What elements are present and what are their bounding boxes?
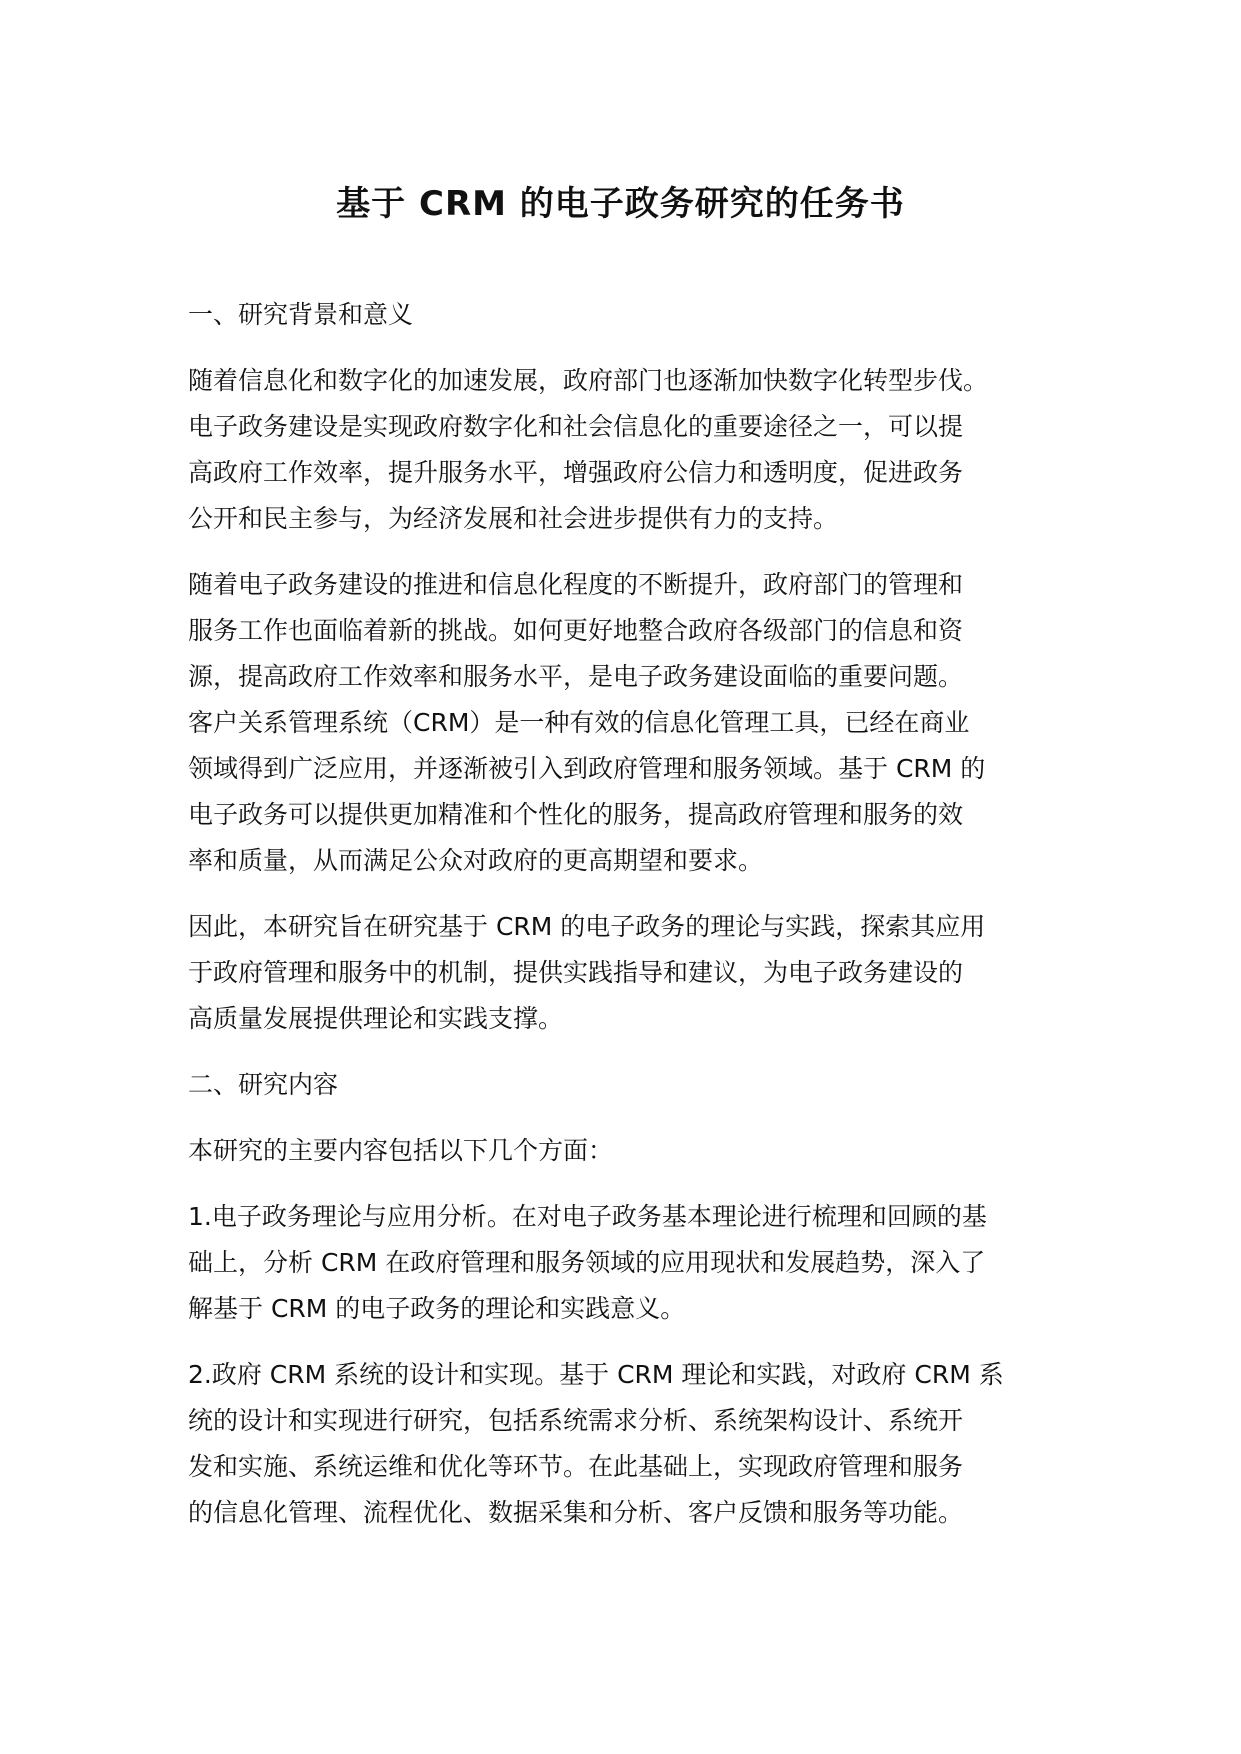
text-line: 随着信息化和数字化的加速发展，政府部门也逐渐加快数字化转型步伐。 <box>188 366 989 395</box>
list-item-paragraph <box>188 1352 1068 1536</box>
text-line: 高政府工作效率，提升服务水平，增强政府公信力和透明度，促进政务 <box>188 458 964 487</box>
text-line: 统的设计和实现进行研究，包括系统需求分析、系统架构设计、系统开 <box>188 1406 964 1435</box>
list-item-paragraph <box>188 1194 1068 1332</box>
document-title: 基于 CRM 的电子政务研究的任务书 <box>336 184 905 224</box>
document-body <box>188 292 1068 1556</box>
text-line: 随着电子政务建设的推进和信息化程度的不断提升，政府部门的管理和 <box>188 570 964 599</box>
paragraph <box>188 358 1068 542</box>
section-heading: 二、研究内容 <box>188 1070 339 1099</box>
text-line: 发和实施、系统运维和优化等环节。在此基础上，实现政府管理和服务 <box>188 1452 964 1481</box>
text-line: 率和质量，从而满足公众对政府的更高期望和要求。 <box>188 846 764 875</box>
text-line: 服务工作也面临着新的挑战。如何更好地整合政府各级部门的信息和资 <box>188 616 964 645</box>
section-content <box>188 1062 1068 1536</box>
text-line: 2.政府 CRM 系统的设计和实现。基于 CRM 理论和实践，对政府 CRM 系 <box>188 1360 1004 1389</box>
text-line: 1.电子政务理论与应用分析。在对电子政务基本理论进行梳理和回顾的基 <box>188 1202 987 1231</box>
section-background <box>188 292 1068 1042</box>
text-line: 公开和民主参与，为经济发展和社会进步提供有力的支持。 <box>188 504 839 533</box>
text-line: 源，提高政府工作效率和服务水平，是电子政务建设面临的重要问题。 <box>188 662 964 691</box>
paragraph <box>188 904 1068 1042</box>
text-line: 础上，分析 CRM 在政府管理和服务领域的应用现状和发展趋势，深入了 <box>188 1248 986 1277</box>
paragraph <box>188 1128 1068 1174</box>
section-heading: 一、研究背景和意义 <box>188 300 414 329</box>
text-line: 本研究的主要内容包括以下几个方面： <box>188 1136 614 1165</box>
text-line: 高质量发展提供理论和实践支撑。 <box>188 1004 564 1033</box>
text-line: 客户关系管理系统（CRM）是一种有效的信息化管理工具，已经在商业 <box>188 708 970 737</box>
paragraph <box>188 562 1068 884</box>
text-line: 于政府管理和服务中的机制，提供实践指导和建议，为电子政务建设的 <box>188 958 964 987</box>
text-line: 的信息化管理、流程优化、数据采集和分析、客户反馈和服务等功能。 <box>188 1498 964 1527</box>
text-line: 电子政务建设是实现政府数字化和社会信息化的重要途径之一，可以提 <box>188 412 964 441</box>
text-line: 电子政务可以提供更加精准和个性化的服务，提高政府管理和服务的效 <box>188 800 964 829</box>
text-line: 领域得到广泛应用，并逐渐被引入到政府管理和服务领域。基于 CRM 的 <box>188 754 986 783</box>
text-line: 解基于 CRM 的电子政务的理论和实践意义。 <box>188 1294 686 1323</box>
text-line: 因此，本研究旨在研究基于 CRM 的电子政务的理论与实践，探索其应用 <box>188 912 986 941</box>
